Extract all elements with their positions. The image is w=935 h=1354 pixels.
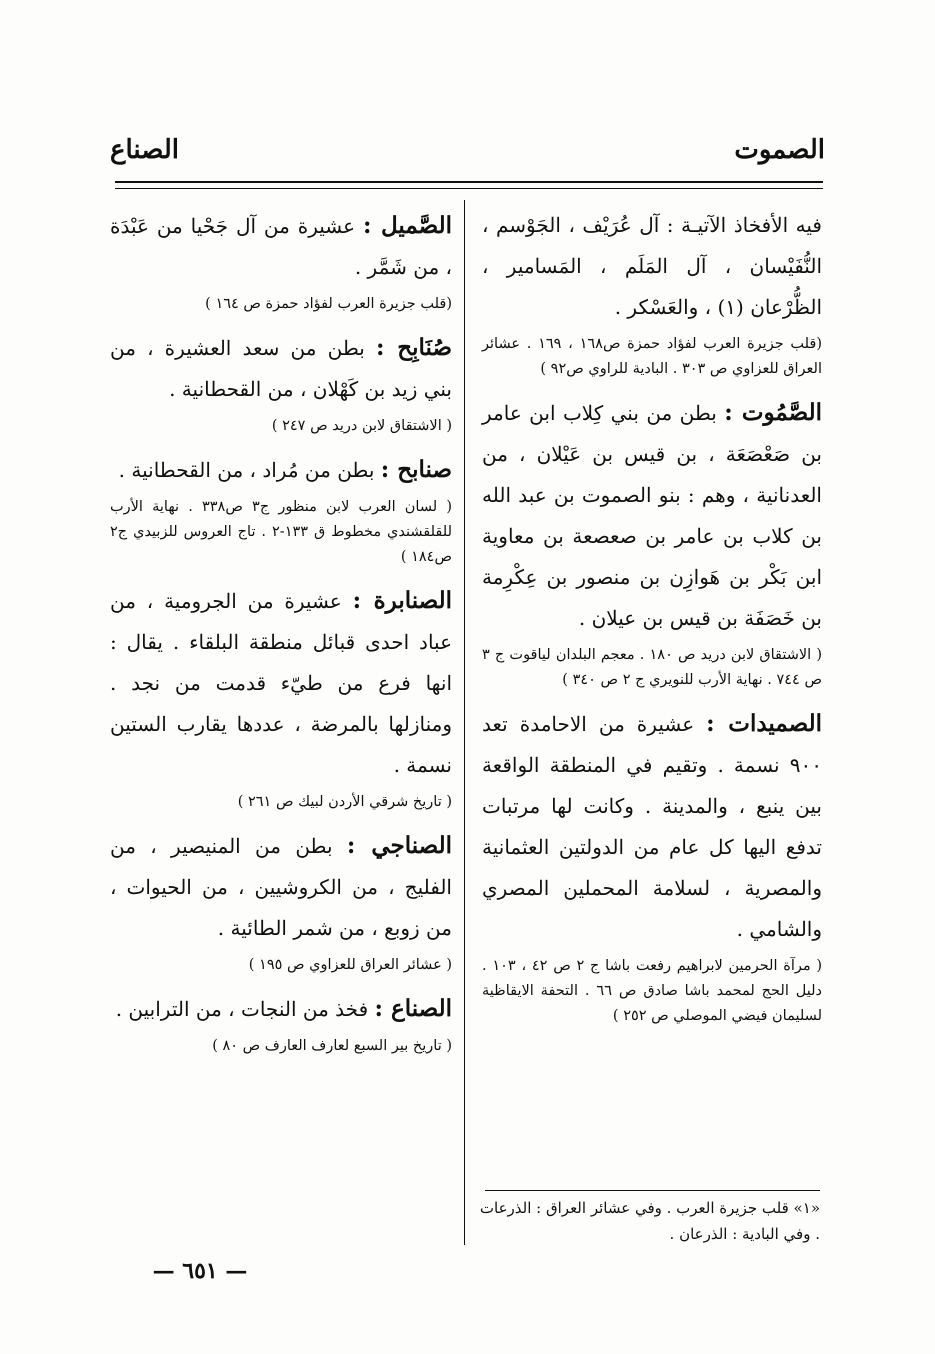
entry-source: ( الاشتقاق لابن دريد ص ١٨٠ . معجم البلدان لياقوت ج ٣ ص ٧٤٤ . نهاية الأرب للنويري ج ٢ ص ٣٤٠ )	[482, 647, 822, 688]
entry-source: ( عشائر العراق للعزاوي ص ١٩٥ )	[248, 957, 452, 973]
entry-text: بطن من سعد العشيرة ، من بني زيد بن كَهْلان ، من القحطانية .	[110, 336, 452, 401]
entry-text: عشيرة من آل جَحْيا من عَبْدَة ، من شَمَّر .	[110, 214, 452, 279]
page-number: — ٦٥١ —	[152, 1258, 248, 1284]
left-column	[110, 205, 452, 1069]
entry-source: ( الاشتقاق لابن دريد ص ٢٤٧ )	[271, 418, 452, 434]
footnote: «١» قلب جزيرة العرب . وفي عشائر العراق : الذرعات . وفي البادية : الذرعان .	[479, 1199, 820, 1243]
entry-term: الصناع :	[374, 995, 452, 1022]
continued-entry	[482, 205, 822, 328]
running-head-right: الصموت	[734, 135, 825, 165]
entry	[110, 449, 452, 491]
entry-source: ( تاريخ بير السبع لعارف العارف ص ٨٠ )	[212, 1038, 452, 1054]
page-header	[110, 135, 825, 180]
entry-source: (قلب جزيرة العرب لفؤاد حمزة ص١٦٨ ، ١٦٩ . عشائر العراق للعزاوي ص ٣٠٣ . البادية للراوي ص٩٢ )	[482, 336, 822, 377]
column-divider	[464, 200, 465, 1245]
entry	[110, 205, 452, 288]
entry-term: الصناجي :	[346, 832, 453, 859]
entry-term: الصنابرة :	[352, 587, 453, 614]
entry	[110, 825, 452, 949]
entry-source: (قلب جزيرة العرب لفؤاد حمزة ص ١٦٤ )	[205, 296, 452, 312]
entry-text: عشيرة من الجرومية ، من عباد احدى قبائل منطقة البلقاء . يقال : انها فرع من طيّء قدمت من نجد . ومنازلها بالمرضة ، عددها يقارب الستين نسمة .	[110, 589, 452, 777]
entry-term: صنابح :	[380, 456, 452, 483]
entry	[110, 327, 452, 410]
entry	[482, 392, 822, 639]
entry-term: الصَّميل :	[362, 212, 452, 239]
right-column	[482, 205, 822, 1039]
entry-text: بطن من المنيصير ، من الفليج ، من الكروشيين ، من الحيوات ، من زوبع ، من شمر الطائية .	[110, 834, 452, 940]
running-head-left: الصناع	[110, 135, 179, 165]
entry-source: ( لسان العرب لابن منظور ج٣ ص٣٣٨ . نهاية الأرب للقلقشندي مخطوط ق ١٣٣-٢ . تاج العروس للزبيدي ج٢ ص١٨٤ )	[110, 499, 452, 565]
entry-text: بطن من مُراد ، من القحطانية .	[118, 458, 375, 482]
entry	[110, 580, 452, 786]
entry-text: بطن من بني كِلاب ابن عامر بن صَعْصَعَة ، بن قيس بن عَيْلان ، من العدنانية ، وهم : بنو الصموت بن عبد الله بن كلاب بن عامر بن صعصعة بن معاوية ابن بَكْر بن هَوازِن بن منصور بن عِكْرِمة بن خَصَفَة بن قيس بن عيلان .	[482, 401, 822, 630]
entry	[482, 703, 822, 950]
entry-source: ( تاريخ شرقي الأردن لبيك ص ٢٦١ )	[237, 794, 452, 810]
entry-text: فيه الأفخاذ الآتيـة : آل عُرَيْف ، الجَوْسم ، النُّفَيْسان ، آل المَلَم ، المَسامير ، الظُّرْعان (١) ، والعَسْكر .	[482, 213, 822, 319]
entry-text: فخذ من النجات ، من الترابين .	[115, 997, 369, 1021]
entry-source: ( مرآة الحرمين لابراهيم رفعت باشا ج ٢ ص ٤٢ ، ١٠٣ . دليل الحج لمحمد باشا صادق ص ٦٦ . التحفة الايقاظية لسليمان فيضي الموصلي ص ٢٥٢ )	[482, 958, 823, 1024]
entry-term: صُنَابِح :	[375, 334, 452, 361]
entry	[110, 988, 452, 1030]
entry-term: الصَّمُوت :	[724, 399, 823, 426]
entry-term: الصميدات :	[706, 710, 822, 737]
entry-text: عشيرة من الاحامدة تعد ٩٠٠ نسمة . وتقيم في المنطقة الواقعة بين ينبع ، والمدينة . وكانت لها مرتبات تدفع اليها كل عام من الدولتين العثمانية والمصرية ، لسلامة المحملين المصري والشامي .	[482, 712, 822, 941]
header-rule-thin	[115, 188, 823, 189]
header-rule-thick	[115, 181, 823, 183]
footnote-rule	[485, 1190, 820, 1191]
